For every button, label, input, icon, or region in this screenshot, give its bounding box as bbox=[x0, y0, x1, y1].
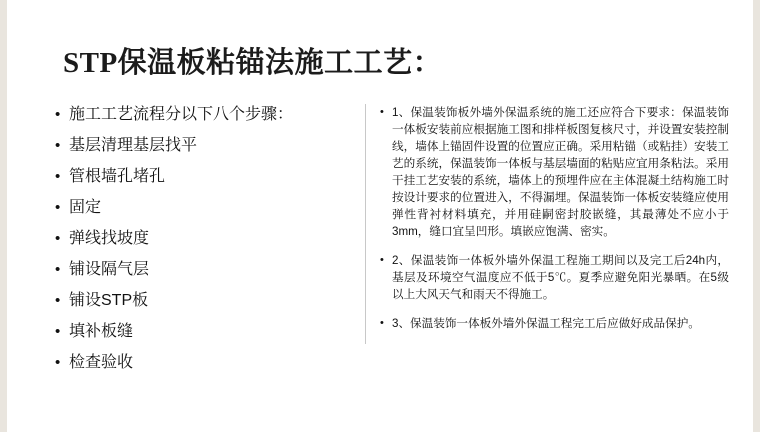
content-columns bbox=[55, 104, 729, 383]
list-item bbox=[55, 321, 355, 343]
list-item bbox=[55, 197, 355, 219]
paragraph-text: 3、保温装饰一体板外墙外保温工程完工后应做好成品保护。 bbox=[392, 317, 700, 330]
bullet-icon: • bbox=[55, 261, 61, 278]
bullet-icon: • bbox=[380, 254, 384, 266]
bullet-icon: • bbox=[55, 354, 61, 371]
slide-bottom-margin bbox=[7, 426, 753, 432]
paragraph-text: 1、保温装饰板外墙外保温系统的施工还应符合下要求：保温装饰一体板安装前应根据施工图和排样板图复核尺寸，并设置安装控制线，墙体上锚固件设置的位置应正确。采用粘锚（或粘挂）安装工艺的系统，保温装饰一体板与基层墙面的粘贴应宜用条粘法。采用干挂工艺安装的系统，墙体上的预埋件应在主体混凝土结构施工时按设计要求的位置进入，不得漏埋。保温装饰一体板安装缝应使用弹性背衬材料填充，并用硅嗣密封胶嵌缝，其最薄处不应小于3mm，缝口宜呈凹形。填嵌应饱满、密实。 bbox=[392, 106, 729, 238]
list-item-label: 检查验收 bbox=[69, 354, 134, 371]
bullet-icon: • bbox=[55, 137, 61, 154]
list-item bbox=[55, 259, 355, 281]
right-column bbox=[365, 104, 729, 344]
list-item bbox=[55, 228, 355, 250]
list-item bbox=[380, 315, 729, 332]
list-item bbox=[55, 352, 355, 374]
list-item-label: 铺设隔气层 bbox=[69, 261, 150, 278]
list-item-label: 施工工艺流程分以下八个步骤： bbox=[69, 106, 294, 123]
page-title: STP保温板粘锚法施工工艺： bbox=[63, 47, 443, 79]
list-item bbox=[55, 166, 355, 188]
list-item bbox=[380, 252, 729, 303]
list-item-label: 填补板缝 bbox=[69, 323, 134, 340]
bullet-icon: • bbox=[55, 168, 61, 185]
bullet-icon: • bbox=[55, 106, 61, 123]
list-item-label: 管根墙孔堵孔 bbox=[69, 168, 166, 185]
paragraph-text: 2、保温装饰一体板外墙外保温工程施工期间以及完工后24h内，基层及环境空气温度应不低于5℃。夏季应避免阳光暴晒。在5级以上大风天气和雨天不得施工。 bbox=[392, 254, 729, 301]
list-item bbox=[55, 104, 355, 126]
bullet-icon: • bbox=[380, 317, 384, 329]
bullet-icon: • bbox=[55, 199, 61, 216]
list-item bbox=[55, 135, 355, 157]
list-item-label: 铺设STP板 bbox=[69, 292, 149, 309]
slide-top-margin bbox=[7, 0, 753, 6]
bullet-icon: • bbox=[55, 323, 61, 340]
list-item bbox=[380, 104, 729, 240]
list-item-label: 固定 bbox=[69, 199, 102, 216]
list-item bbox=[55, 290, 355, 312]
left-column bbox=[55, 104, 365, 383]
list-item-label: 基层清理基层找平 bbox=[69, 137, 198, 154]
bullet-icon: • bbox=[55, 292, 61, 309]
list-item-label: 弹线找坡度 bbox=[69, 230, 150, 247]
bullet-icon: • bbox=[380, 106, 384, 118]
bullet-icon: • bbox=[55, 230, 61, 247]
